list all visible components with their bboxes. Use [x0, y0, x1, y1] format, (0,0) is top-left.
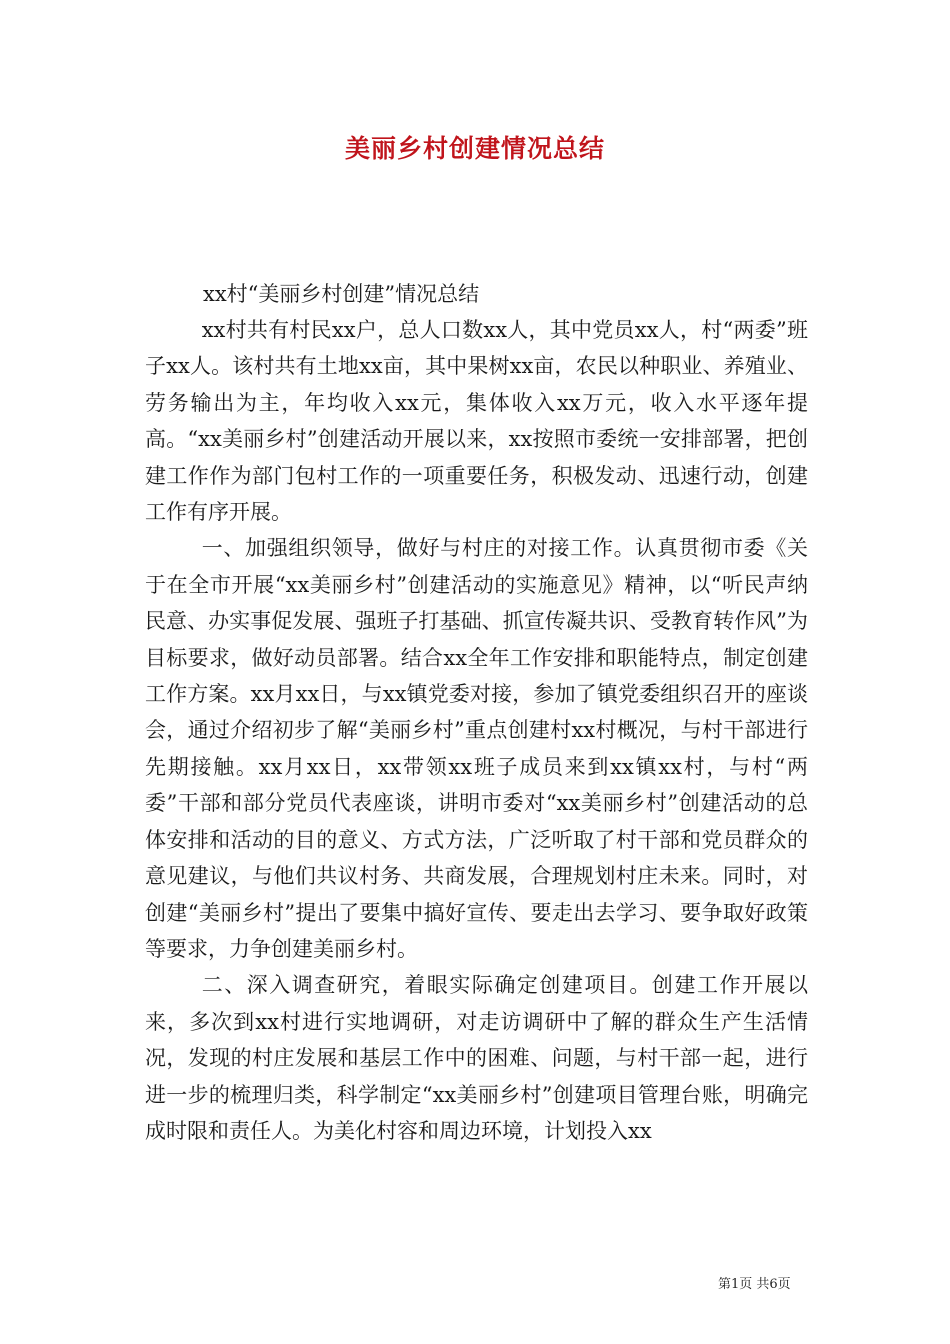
- paragraph-section-1: 一、加强组织领导，做好与村庄的对接工作。认真贯彻市委《关于在全市开展“xx美丽乡村”创建活动的实施意见》精神，以“听民声纳民意、办实事促发展、强班子打基础、抓宣传凝共识、受教育转作风”为目标要求，做好动员部署。结合xx全年工作安排和职能特点，制定创建工作方案。xx月xx日，与xx镇党委对接，参加了镇党委组织召开的座谈会，通过介绍初步了解“美丽乡村”重点创建村xx村概况，与村干部进行先期接触。xx月xx日，xx带领xx班子成员来到xx镇xx村，与村“两委”干部和部分党员代表座谈，讲明市委对“xx美丽乡村”创建活动的总体安排和活动的目的意义、方式方法，广泛听取了村干部和党员群众的意见建议，与他们共议村务、共商发展，合理规划村庄未来。同时，对创建“美丽乡村”提出了要集中搞好宣传、要走出去学习、要争取好政策等要求，力争创建美丽乡村。: [145, 536, 808, 961]
- page-number: 第1页 共6页: [718, 1277, 791, 1292]
- document-body: [145, 312, 808, 1149]
- document-subtitle: xx村“美丽乡村创建”情况总结: [203, 282, 480, 306]
- paragraph-intro: xx村共有村民xx户，总人口数xx人，其中党员xx人，村“两委”班子xx人。该村共有土地xx亩，其中果树xx亩，农民以种职业、养殖业、劳务输出为主，年均收入xx元，集体收入xx万元，收入水平逐年提高。“xx美丽乡村”创建活动开展以来，xx按照市委统一安排部署，把创建工作作为部门包村工作的一项重要任务，积极发动、迅速行动，创建工作有序开展。: [145, 318, 808, 525]
- paragraph-section-2: 二、深入调查研究，着眼实际确定创建项目。创建工作开展以来，多次到xx村进行实地调研，对走访调研中了解的群众生产生活情况，发现的村庄发展和基层工作中的困难、问题，与村干部一起，进行进一步的梳理归类，科学制定“xx美丽乡村”创建项目管理台账，明确完成时限和责任人。为美化村容和周边环境，计划投入xx: [145, 973, 808, 1143]
- document-title: 美丽乡村创建情况总结: [344, 134, 605, 163]
